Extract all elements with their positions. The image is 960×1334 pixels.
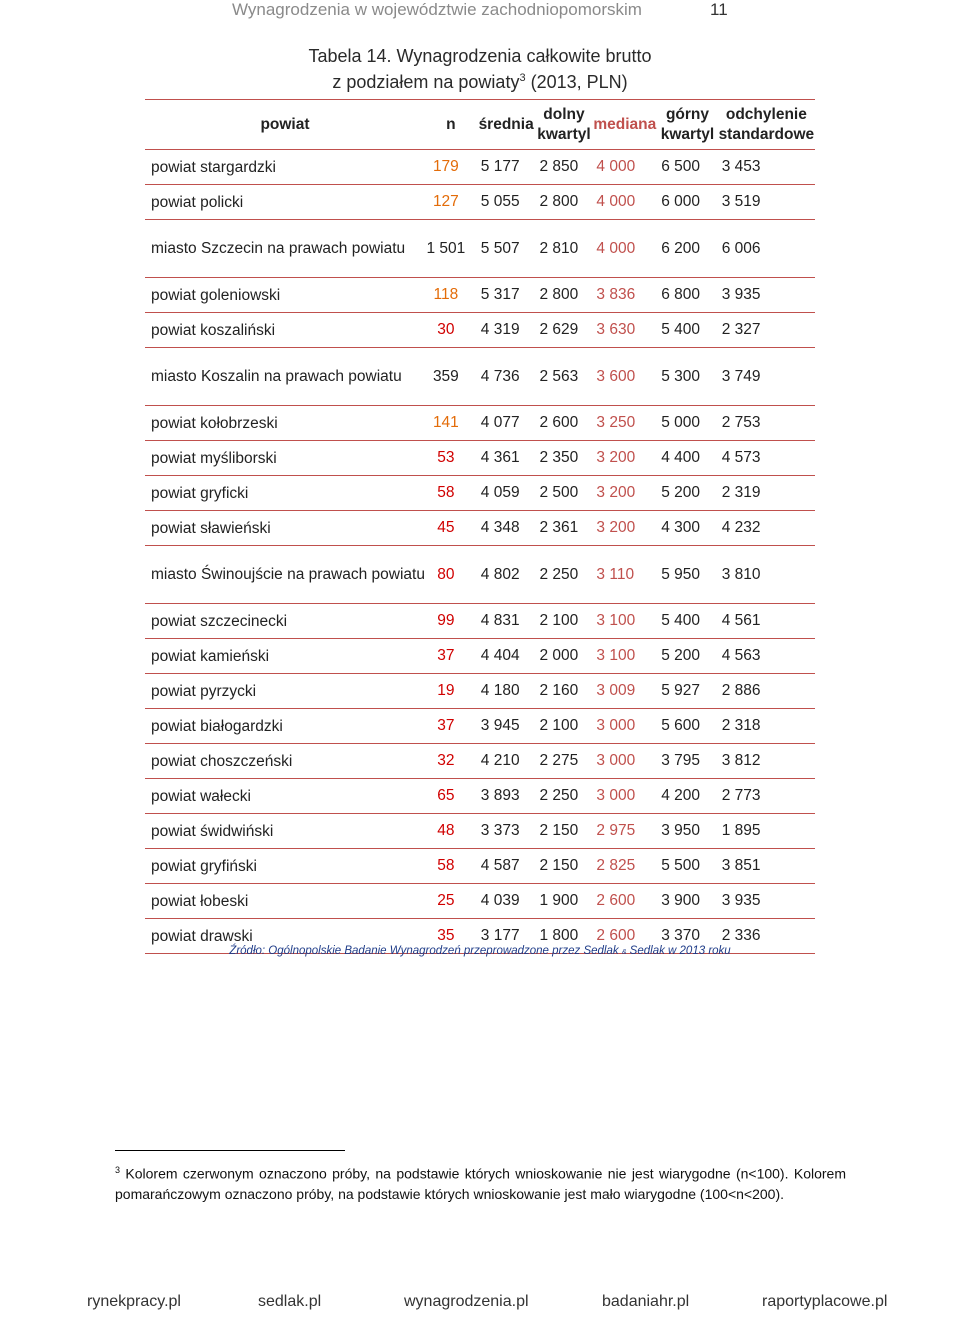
- table-row: [145, 674, 815, 709]
- cell-dolny-kwartyl: 2 500: [535, 476, 592, 511]
- cell-mediana: 3 110: [592, 546, 657, 604]
- cell-srednia: 4 059: [477, 476, 536, 511]
- footnote: [115, 1160, 846, 1204]
- row-name: powiat kamieński: [145, 639, 425, 674]
- cell-gorny-kwartyl: 5 500: [657, 849, 718, 884]
- cell-mediana: 3 250: [592, 406, 657, 441]
- cell-srednia: 4 587: [477, 849, 536, 884]
- table-row: [145, 185, 815, 220]
- table-row: [145, 604, 815, 639]
- cell-n: 80: [425, 546, 477, 604]
- row-name: powiat policki: [145, 185, 425, 220]
- cell-srednia: 4 404: [477, 639, 536, 674]
- cell-gorny-kwartyl: 5 000: [657, 406, 718, 441]
- cell-mediana: 2 975: [592, 814, 657, 849]
- table-row: [145, 639, 815, 674]
- cell-dolny-kwartyl: 1 900: [535, 884, 592, 919]
- cell-n: 127: [425, 185, 477, 220]
- row-name: miasto Świnoujście na prawach powiatu: [145, 546, 425, 604]
- cell-dolny-kwartyl: 2 100: [535, 604, 592, 639]
- running-header: [232, 0, 728, 20]
- cell-srednia: 4 361: [477, 441, 536, 476]
- table-row: [145, 709, 815, 744]
- cell-odchylenie: 4 573: [718, 441, 815, 476]
- cell-n: 53: [425, 441, 477, 476]
- cell-n: 118: [425, 278, 477, 313]
- cell-odchylenie: 3 453: [718, 150, 815, 185]
- cell-odchylenie: 4 232: [718, 511, 815, 546]
- cell-n: 30: [425, 313, 477, 348]
- cell-dolny-kwartyl: 2 100: [535, 709, 592, 744]
- cell-dolny-kwartyl: 2 150: [535, 849, 592, 884]
- cell-odchylenie: 6 006: [718, 220, 815, 278]
- cell-srednia: 4 210: [477, 744, 536, 779]
- cell-dolny-kwartyl: 1 800: [535, 919, 592, 954]
- cell-n: 32: [425, 744, 477, 779]
- cell-gorny-kwartyl: 6 000: [657, 185, 718, 220]
- cell-odchylenie: 3 749: [718, 348, 815, 406]
- table-row: [145, 348, 815, 406]
- cell-dolny-kwartyl: 2 150: [535, 814, 592, 849]
- cell-mediana: 2 600: [592, 884, 657, 919]
- footer-link-wynagrodzenia[interactable]: wynagrodzenia.pl: [404, 1293, 529, 1310]
- row-name: powiat szczecinecki: [145, 604, 425, 639]
- document-title: Wynagrodzenia w województwie zachodniopomorskim: [232, 0, 642, 19]
- cell-gorny-kwartyl: 3 900: [657, 884, 718, 919]
- cell-gorny-kwartyl: 5 950: [657, 546, 718, 604]
- row-name: powiat gryfiński: [145, 849, 425, 884]
- cell-gorny-kwartyl: 4 400: [657, 441, 718, 476]
- column-header-gorny-kwartyl: górny kwartyl: [657, 100, 718, 150]
- cell-odchylenie: 3 935: [718, 278, 815, 313]
- row-name: powiat myśliborski: [145, 441, 425, 476]
- cell-gorny-kwartyl: 3 370: [657, 919, 718, 954]
- footer-link-raportyplacowe[interactable]: raportyplacowe.pl: [762, 1293, 888, 1310]
- footer-links: [0, 1293, 960, 1319]
- cell-mediana: 3 000: [592, 744, 657, 779]
- cell-odchylenie: 2 318: [718, 709, 815, 744]
- cell-gorny-kwartyl: 3 950: [657, 814, 718, 849]
- row-name: powiat gryficki: [145, 476, 425, 511]
- cell-gorny-kwartyl: 4 300: [657, 511, 718, 546]
- cell-n: 141: [425, 406, 477, 441]
- table-row: [145, 441, 815, 476]
- footer-link-rynekpracy[interactable]: rynekpracy.pl: [87, 1293, 181, 1310]
- row-name: powiat koszaliński: [145, 313, 425, 348]
- cell-odchylenie: 3 851: [718, 849, 815, 884]
- cell-n: 37: [425, 639, 477, 674]
- caption-text: z podziałem na powiaty: [332, 72, 520, 92]
- cell-dolny-kwartyl: 2 800: [535, 278, 592, 313]
- cell-mediana: 3 836: [592, 278, 657, 313]
- cell-odchylenie: 3 935: [718, 884, 815, 919]
- cell-dolny-kwartyl: 2 000: [535, 639, 592, 674]
- cell-srednia: 4 802: [477, 546, 536, 604]
- column-header-n: n: [425, 100, 477, 150]
- cell-mediana: 3 200: [592, 476, 657, 511]
- source-note: [0, 945, 960, 957]
- cell-dolny-kwartyl: 2 600: [535, 406, 592, 441]
- column-header-dolny-kwartyl: dolny kwartyl: [535, 100, 592, 150]
- cell-srednia: 4 039: [477, 884, 536, 919]
- table-row: [145, 744, 815, 779]
- cell-mediana: 3 200: [592, 441, 657, 476]
- cell-n: 25: [425, 884, 477, 919]
- cell-srednia: 5 317: [477, 278, 536, 313]
- cell-odchylenie: 4 561: [718, 604, 815, 639]
- cell-srednia: 4 180: [477, 674, 536, 709]
- table-row: [145, 546, 815, 604]
- cell-gorny-kwartyl: 5 400: [657, 313, 718, 348]
- cell-srednia: 4 319: [477, 313, 536, 348]
- table-row: [145, 278, 815, 313]
- table-caption: Tabela 14. Wynagrodzenia całkowite brutto: [308, 46, 652, 66]
- cell-odchylenie: 2 886: [718, 674, 815, 709]
- table-row: [145, 779, 815, 814]
- cell-gorny-kwartyl: 5 300: [657, 348, 718, 406]
- row-name: miasto Koszalin na prawach powiatu: [145, 348, 425, 406]
- table-row: [145, 511, 815, 546]
- row-name: powiat wałecki: [145, 779, 425, 814]
- cell-odchylenie: 2 753: [718, 406, 815, 441]
- footnote-text: Kolorem czerwonym oznaczono próby, na podstawie których wnioskowanie nie jest wiarygodne (n<100). Kolorem pomarańczowym oznaczono próby, na podstawie których wnioskowanie jest mało wiarygodne (100<n<200).: [115, 1165, 846, 1202]
- cell-srednia: 5 055: [477, 185, 536, 220]
- cell-gorny-kwartyl: 5 600: [657, 709, 718, 744]
- cell-n: 359: [425, 348, 477, 406]
- cell-dolny-kwartyl: 2 563: [535, 348, 592, 406]
- table-row: [145, 406, 815, 441]
- column-header-powiat: powiat: [145, 100, 425, 150]
- cell-gorny-kwartyl: 3 795: [657, 744, 718, 779]
- page-number: 11: [710, 0, 728, 19]
- cell-dolny-kwartyl: 2 275: [535, 744, 592, 779]
- source-text-end: Sedlak w 2013 roku: [626, 945, 731, 957]
- cell-mediana: 4 000: [592, 185, 657, 220]
- table-row: [145, 313, 815, 348]
- cell-srednia: 3 945: [477, 709, 536, 744]
- row-name: powiat sławieński: [145, 511, 425, 546]
- cell-gorny-kwartyl: 6 500: [657, 150, 718, 185]
- cell-srednia: 4 348: [477, 511, 536, 546]
- cell-mediana: 3 009: [592, 674, 657, 709]
- table-caption-subtitle: [0, 72, 960, 93]
- cell-dolny-kwartyl: 2 250: [535, 546, 592, 604]
- cell-dolny-kwartyl: 2 850: [535, 150, 592, 185]
- source-text: Źródło: Ogólnopolskie Badanie Wynagrodzeń przeprowadzone przez Sedlak: [229, 945, 622, 957]
- cell-n: 58: [425, 476, 477, 511]
- footnote-divider: [115, 1150, 345, 1151]
- row-name: powiat kołobrzeski: [145, 406, 425, 441]
- cell-mediana: 3 000: [592, 779, 657, 814]
- table-row: [145, 849, 815, 884]
- cell-dolny-kwartyl: 2 810: [535, 220, 592, 278]
- cell-gorny-kwartyl: 5 400: [657, 604, 718, 639]
- cell-n: 58: [425, 849, 477, 884]
- footer-link-sedlak[interactable]: sedlak.pl: [258, 1293, 322, 1310]
- cell-odchylenie: 2 773: [718, 779, 815, 814]
- cell-odchylenie: 2 327: [718, 313, 815, 348]
- row-name: powiat białogardzki: [145, 709, 425, 744]
- cell-gorny-kwartyl: 5 927: [657, 674, 718, 709]
- cell-dolny-kwartyl: 2 800: [535, 185, 592, 220]
- row-name: powiat goleniowski: [145, 278, 425, 313]
- table-header-row: [145, 100, 815, 150]
- cell-dolny-kwartyl: 2 629: [535, 313, 592, 348]
- cell-srednia: 4 736: [477, 348, 536, 406]
- cell-dolny-kwartyl: 2 250: [535, 779, 592, 814]
- cell-odchylenie: 2 319: [718, 476, 815, 511]
- cell-srednia: 3 893: [477, 779, 536, 814]
- cell-odchylenie: 3 810: [718, 546, 815, 604]
- cell-mediana: 3 100: [592, 639, 657, 674]
- table-row: [145, 220, 815, 278]
- cell-mediana: 3 000: [592, 709, 657, 744]
- cell-mediana: 2 825: [592, 849, 657, 884]
- cell-srednia: 4 077: [477, 406, 536, 441]
- column-header-mediana: mediana: [592, 100, 657, 150]
- cell-srednia: 5 177: [477, 150, 536, 185]
- row-name: powiat drawski: [145, 919, 425, 954]
- wages-table: [145, 99, 815, 954]
- cell-srednia: 5 507: [477, 220, 536, 278]
- table-row: [145, 814, 815, 849]
- footnote-marker: 3: [115, 1165, 121, 1175]
- cell-dolny-kwartyl: 2 160: [535, 674, 592, 709]
- cell-srednia: 3 373: [477, 814, 536, 849]
- cell-mediana: 2 600: [592, 919, 657, 954]
- table-row: [145, 884, 815, 919]
- cell-srednia: 4 831: [477, 604, 536, 639]
- column-header-odchylenie: odchylenie standardowe: [718, 100, 815, 150]
- cell-n: 65: [425, 779, 477, 814]
- cell-srednia: 3 177: [477, 919, 536, 954]
- cell-n: 37: [425, 709, 477, 744]
- table-row: [145, 476, 815, 511]
- cell-n: 99: [425, 604, 477, 639]
- cell-odchylenie: 2 336: [718, 919, 815, 954]
- cell-dolny-kwartyl: 2 361: [535, 511, 592, 546]
- row-name: powiat świdwiński: [145, 814, 425, 849]
- cell-dolny-kwartyl: 2 350: [535, 441, 592, 476]
- cell-odchylenie: 3 519: [718, 185, 815, 220]
- cell-mediana: 4 000: [592, 150, 657, 185]
- cell-n: 45: [425, 511, 477, 546]
- row-name: powiat stargardzki: [145, 150, 425, 185]
- footnote-ref[interactable]: 3: [519, 72, 526, 84]
- table-row: [145, 150, 815, 185]
- cell-n: 48: [425, 814, 477, 849]
- cell-odchylenie: 1 895: [718, 814, 815, 849]
- cell-n: 35: [425, 919, 477, 954]
- cell-mediana: 4 000: [592, 220, 657, 278]
- caption-text-end: (2013, PLN): [525, 72, 628, 92]
- cell-n: 179: [425, 150, 477, 185]
- table-body: [145, 150, 815, 954]
- row-name: miasto Szczecin na prawach powiatu: [145, 220, 425, 278]
- source-ampersand: &: [621, 949, 627, 956]
- cell-mediana: 3 630: [592, 313, 657, 348]
- cell-n: 1 501: [425, 220, 477, 278]
- row-name: powiat łobeski: [145, 884, 425, 919]
- cell-n: 19: [425, 674, 477, 709]
- cell-gorny-kwartyl: 4 200: [657, 779, 718, 814]
- cell-gorny-kwartyl: 6 800: [657, 278, 718, 313]
- cell-gorny-kwartyl: 5 200: [657, 639, 718, 674]
- cell-mediana: 3 100: [592, 604, 657, 639]
- cell-gorny-kwartyl: 6 200: [657, 220, 718, 278]
- column-header-srednia: średnia: [477, 100, 536, 150]
- footer-link-badaniahr[interactable]: badaniahr.pl: [602, 1293, 690, 1310]
- row-name: powiat pyrzycki: [145, 674, 425, 709]
- cell-gorny-kwartyl: 5 200: [657, 476, 718, 511]
- cell-odchylenie: 4 563: [718, 639, 815, 674]
- cell-mediana: 3 200: [592, 511, 657, 546]
- cell-mediana: 3 600: [592, 348, 657, 406]
- cell-odchylenie: 3 812: [718, 744, 815, 779]
- row-name: powiat choszczeński: [145, 744, 425, 779]
